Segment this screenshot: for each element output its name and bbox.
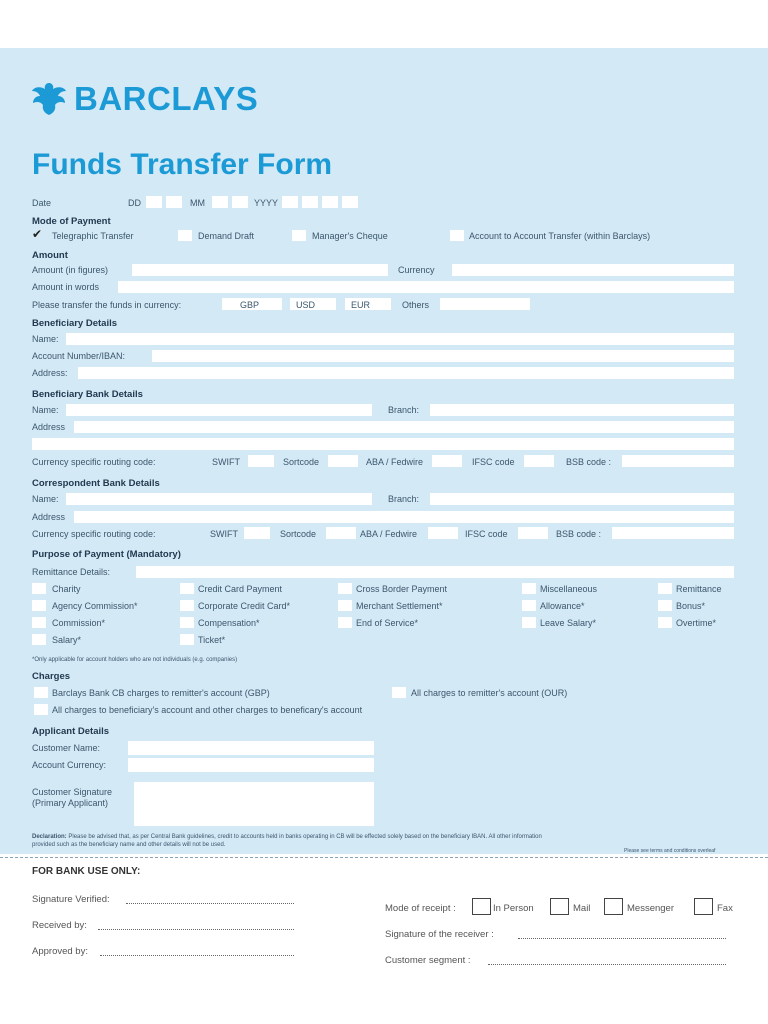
customer-segment-line[interactable]: [488, 964, 726, 965]
currency-field[interactable]: [452, 264, 734, 276]
cb-code-swift: SWIFT: [210, 529, 238, 539]
purpose-heading: Purpose of Payment (Mandatory): [32, 549, 181, 560]
amount-words-label: Amount in words: [32, 282, 100, 292]
account-currency-field[interactable]: [128, 758, 374, 772]
month-box-1[interactable]: [212, 196, 228, 208]
mode-of-receipt-label: Mode of receipt :: [385, 903, 456, 914]
option-telegraphic-transfer[interactable]: Telegraphic Transfer: [52, 231, 134, 241]
beneficiary-bank-heading: Beneficiary Bank Details: [32, 389, 143, 400]
purpose-charity: Charity: [52, 584, 81, 594]
correspondent-bank-branch-label: Branch:: [388, 494, 420, 504]
purpose-compensation: Compensation*: [198, 618, 260, 628]
brand-name: BARCLAYS: [74, 80, 259, 117]
beneficiary-account-label: Account Number/IBAN:: [32, 351, 126, 361]
year-label: YYYY: [254, 198, 279, 208]
bb-bsb-field[interactable]: [622, 455, 734, 467]
terms-note: Please see terms and conditions overleaf: [624, 848, 716, 854]
beneficiary-name-field[interactable]: [66, 333, 734, 345]
correspondent-bank-address-label: Address: [32, 512, 66, 522]
day-box-1[interactable]: [146, 196, 162, 208]
beneficiary-bank-name-label: Name:: [32, 405, 59, 415]
cb-bsb-field[interactable]: [612, 527, 734, 539]
bb-swift-field[interactable]: [248, 455, 274, 467]
barclays-logo: [30, 80, 258, 118]
correspondent-bank-name-field[interactable]: [66, 493, 372, 505]
eagle-icon: [30, 81, 68, 117]
charges-heading: Charges: [32, 671, 71, 682]
bb-code-sortcode: Sortcode: [283, 457, 320, 467]
checkbox-end-of-service[interactable]: [338, 617, 352, 628]
purpose-commission: Commission*: [52, 618, 106, 628]
currency-usd: USD: [296, 300, 316, 310]
beneficiary-bank-address-label: Address: [32, 422, 66, 432]
cb-code-ifsc: IFSC code: [465, 529, 508, 539]
correspondent-bank-name-label: Name:: [32, 494, 59, 504]
amount-heading: Amount: [32, 250, 68, 261]
signature-receiver-line[interactable]: [518, 938, 726, 939]
purpose-footnote: *Only applicable for account holders who are not individuals (e.g. companies): [32, 657, 238, 663]
checkbox-cross-border-payment[interactable]: [338, 583, 352, 594]
cut-line: [0, 857, 768, 858]
charges-option1: Barclays Bank CB charges to remitter's account (GBP): [52, 688, 270, 698]
remittance-details-label: Remittance Details:: [32, 567, 111, 577]
purpose-merchant-settlement: Merchant Settlement*: [356, 601, 443, 611]
beneficiary-bank-address-field-2[interactable]: [32, 438, 734, 450]
bb-aba-field[interactable]: [432, 455, 462, 467]
receipt-in-person: In Person: [493, 903, 534, 914]
transfer-currency-label: Please transfer the funds in currency:: [32, 300, 182, 310]
amount-words-field[interactable]: [118, 281, 734, 293]
receipt-in-person-checkbox[interactable]: [472, 898, 491, 915]
cb-sortcode-field[interactable]: [326, 527, 356, 539]
signature-verified-label: Signature Verified:: [32, 894, 110, 905]
currency-label: Currency: [398, 265, 435, 275]
currency-others: Others: [402, 300, 430, 310]
purpose-end-of-service: End of Service*: [356, 618, 419, 628]
year-box-1[interactable]: [282, 196, 298, 208]
declaration-line2: provided such as the beneficiary name and other details will not be used.: [32, 842, 226, 848]
checkbox-leave-salary[interactable]: [522, 617, 536, 628]
beneficiary-address-field[interactable]: [78, 367, 734, 379]
correspondent-bank-address-field[interactable]: [74, 511, 734, 523]
correspondent-bank-branch-field[interactable]: [430, 493, 734, 505]
checkmark-icon: ✔: [32, 227, 43, 241]
checkbox-demand-draft[interactable]: [178, 230, 192, 241]
checkbox-overtime[interactable]: [658, 617, 672, 628]
cb-ifsc-field[interactable]: [518, 527, 548, 539]
day-box-2[interactable]: [166, 196, 182, 208]
checkbox-agency-commission[interactable]: [32, 600, 46, 611]
checkbox-managers-cheque[interactable]: [292, 230, 306, 241]
checkbox-miscellaneous[interactable]: [522, 583, 536, 594]
checkbox-charity[interactable]: [32, 583, 46, 594]
purpose-leave-salary: Leave Salary*: [540, 618, 597, 628]
beneficiary-account-field[interactable]: [152, 350, 734, 362]
currency-others-field[interactable]: [440, 298, 530, 310]
checkbox-charges-option1[interactable]: [34, 687, 48, 698]
applicant-heading: Applicant Details: [32, 726, 110, 737]
cb-swift-field[interactable]: [244, 527, 270, 539]
customer-signature-sublabel: (Primary Applicant): [32, 798, 109, 808]
checkbox-bonus[interactable]: [658, 600, 672, 611]
receipt-messenger-checkbox[interactable]: [604, 898, 623, 915]
beneficiary-name-label: Name:: [32, 334, 59, 344]
account-currency-label: Account Currency:: [32, 760, 107, 770]
purpose-allowance: Allowance*: [540, 601, 585, 611]
cb-code-bsb: BSB code :: [556, 529, 602, 539]
mode-of-payment-heading: Mode of Payment: [32, 216, 111, 227]
customer-signature-label: Customer Signature: [32, 787, 113, 797]
option-demand-draft: Demand Draft: [198, 231, 255, 241]
purpose-salary: Salary*: [52, 635, 82, 645]
currency-gbp: GBP: [240, 300, 260, 310]
beneficiary-address-label: Address:: [32, 368, 68, 378]
customer-name-label: Customer Name:: [32, 743, 101, 753]
purpose-remittance: Remittance: [676, 584, 722, 594]
beneficiary-bank-branch-label: Branch:: [388, 405, 420, 415]
cb-code-sortcode: Sortcode: [280, 529, 317, 539]
beneficiary-heading: Beneficiary Details: [32, 318, 118, 329]
receipt-mail-checkbox[interactable]: [550, 898, 569, 915]
receipt-fax-checkbox[interactable]: [694, 898, 713, 915]
receipt-fax: Fax: [717, 903, 733, 914]
charges-option2: All charges to remitter's account (OUR): [411, 688, 568, 698]
declaration-line1: [32, 834, 542, 841]
purpose-ticket: Ticket*: [198, 635, 226, 645]
correspondent-bank-routing-label: Currency specific routing code:: [32, 529, 156, 539]
approved-by-label: Approved by:: [32, 946, 88, 957]
declaration-text-1: Please be advised that, as per Central Bank guidelines, credit to accounts held in banks operating in CB will be effected solely based on the beneficiary IBAN. All other information: [68, 834, 542, 840]
customer-signature-field[interactable]: [134, 782, 374, 826]
purpose-cross-border-payment: Cross Border Payment: [356, 584, 448, 594]
date-label: Date: [32, 198, 52, 208]
checkbox-ticket[interactable]: [180, 634, 194, 645]
form-title: Funds Transfer Form: [32, 148, 333, 181]
approved-by-line[interactable]: [100, 955, 294, 956]
cb-code-aba: ABA / Fedwire: [360, 529, 418, 539]
purpose-bonus: Bonus*: [676, 601, 706, 611]
customer-name-field[interactable]: [128, 741, 374, 755]
checkbox-commission[interactable]: [32, 617, 46, 628]
checkbox-merchant-settlement[interactable]: [338, 600, 352, 611]
checkbox-compensation[interactable]: [180, 617, 194, 628]
cb-aba-field[interactable]: [428, 527, 458, 539]
checkbox-charges-option3[interactable]: [34, 704, 48, 715]
customer-segment-label: Customer segment :: [385, 955, 471, 966]
option-managers-cheque: Manager's Cheque: [312, 231, 388, 241]
bb-ifsc-field[interactable]: [524, 455, 554, 467]
receipt-mail: Mail: [573, 903, 591, 914]
beneficiary-bank-routing-label: Currency specific routing code:: [32, 457, 156, 467]
bb-code-aba: ABA / Fedwire: [366, 457, 424, 467]
bb-code-swift: SWIFT: [212, 457, 240, 467]
month-label: MM: [190, 198, 205, 208]
checkbox-corporate-credit-card[interactable]: [180, 600, 194, 611]
signature-receiver-label: Signature of the receiver :: [385, 929, 494, 940]
bb-code-ifsc: IFSC code: [472, 457, 515, 467]
signature-verified-line[interactable]: [126, 903, 294, 904]
received-by-label: Received by:: [32, 920, 87, 931]
bb-sortcode-field[interactable]: [328, 455, 358, 467]
beneficiary-bank-address-field[interactable]: [74, 421, 734, 433]
checkbox-salary[interactable]: [32, 634, 46, 645]
receipt-messenger: Messenger: [627, 903, 674, 914]
bb-code-bsb: BSB code :: [566, 457, 612, 467]
purpose-credit-card-payment: Credit Card Payment: [198, 584, 283, 594]
checkbox-account-transfer[interactable]: [450, 230, 464, 241]
day-label: DD: [128, 198, 141, 208]
bank-use-heading: FOR BANK USE ONLY:: [32, 866, 141, 877]
amount-figures-label: Amount (in figures): [32, 265, 109, 275]
currency-eur: EUR: [351, 300, 371, 310]
purpose-agency-commission: Agency Commission*: [52, 601, 138, 611]
amount-figures-field[interactable]: [132, 264, 388, 276]
declaration-label: Declaration:: [32, 834, 67, 840]
beneficiary-bank-name-field[interactable]: [66, 404, 372, 416]
year-box-2[interactable]: [302, 196, 318, 208]
year-box-3[interactable]: [322, 196, 338, 208]
checkbox-remittance[interactable]: [658, 583, 672, 594]
correspondent-bank-heading: Correspondent Bank Details: [32, 478, 160, 489]
purpose-miscellaneous: Miscellaneous: [540, 584, 598, 594]
received-by-line[interactable]: [98, 929, 294, 930]
charges-option3: All charges to beneficiary's account and other charges to beneficary's account: [52, 705, 363, 715]
option-account-transfer: Account to Account Transfer (within Barclays): [469, 231, 651, 241]
checkbox-allowance[interactable]: [522, 600, 536, 611]
month-box-2[interactable]: [232, 196, 248, 208]
purpose-overtime: Overtime*: [676, 618, 717, 628]
year-box-4[interactable]: [342, 196, 358, 208]
checkbox-credit-card-payment[interactable]: [180, 583, 194, 594]
beneficiary-bank-branch-field[interactable]: [430, 404, 734, 416]
checkbox-charges-option2[interactable]: [392, 687, 406, 698]
purpose-corporate-credit-card: Corporate Credit Card*: [198, 601, 291, 611]
remittance-details-field[interactable]: [136, 566, 734, 578]
